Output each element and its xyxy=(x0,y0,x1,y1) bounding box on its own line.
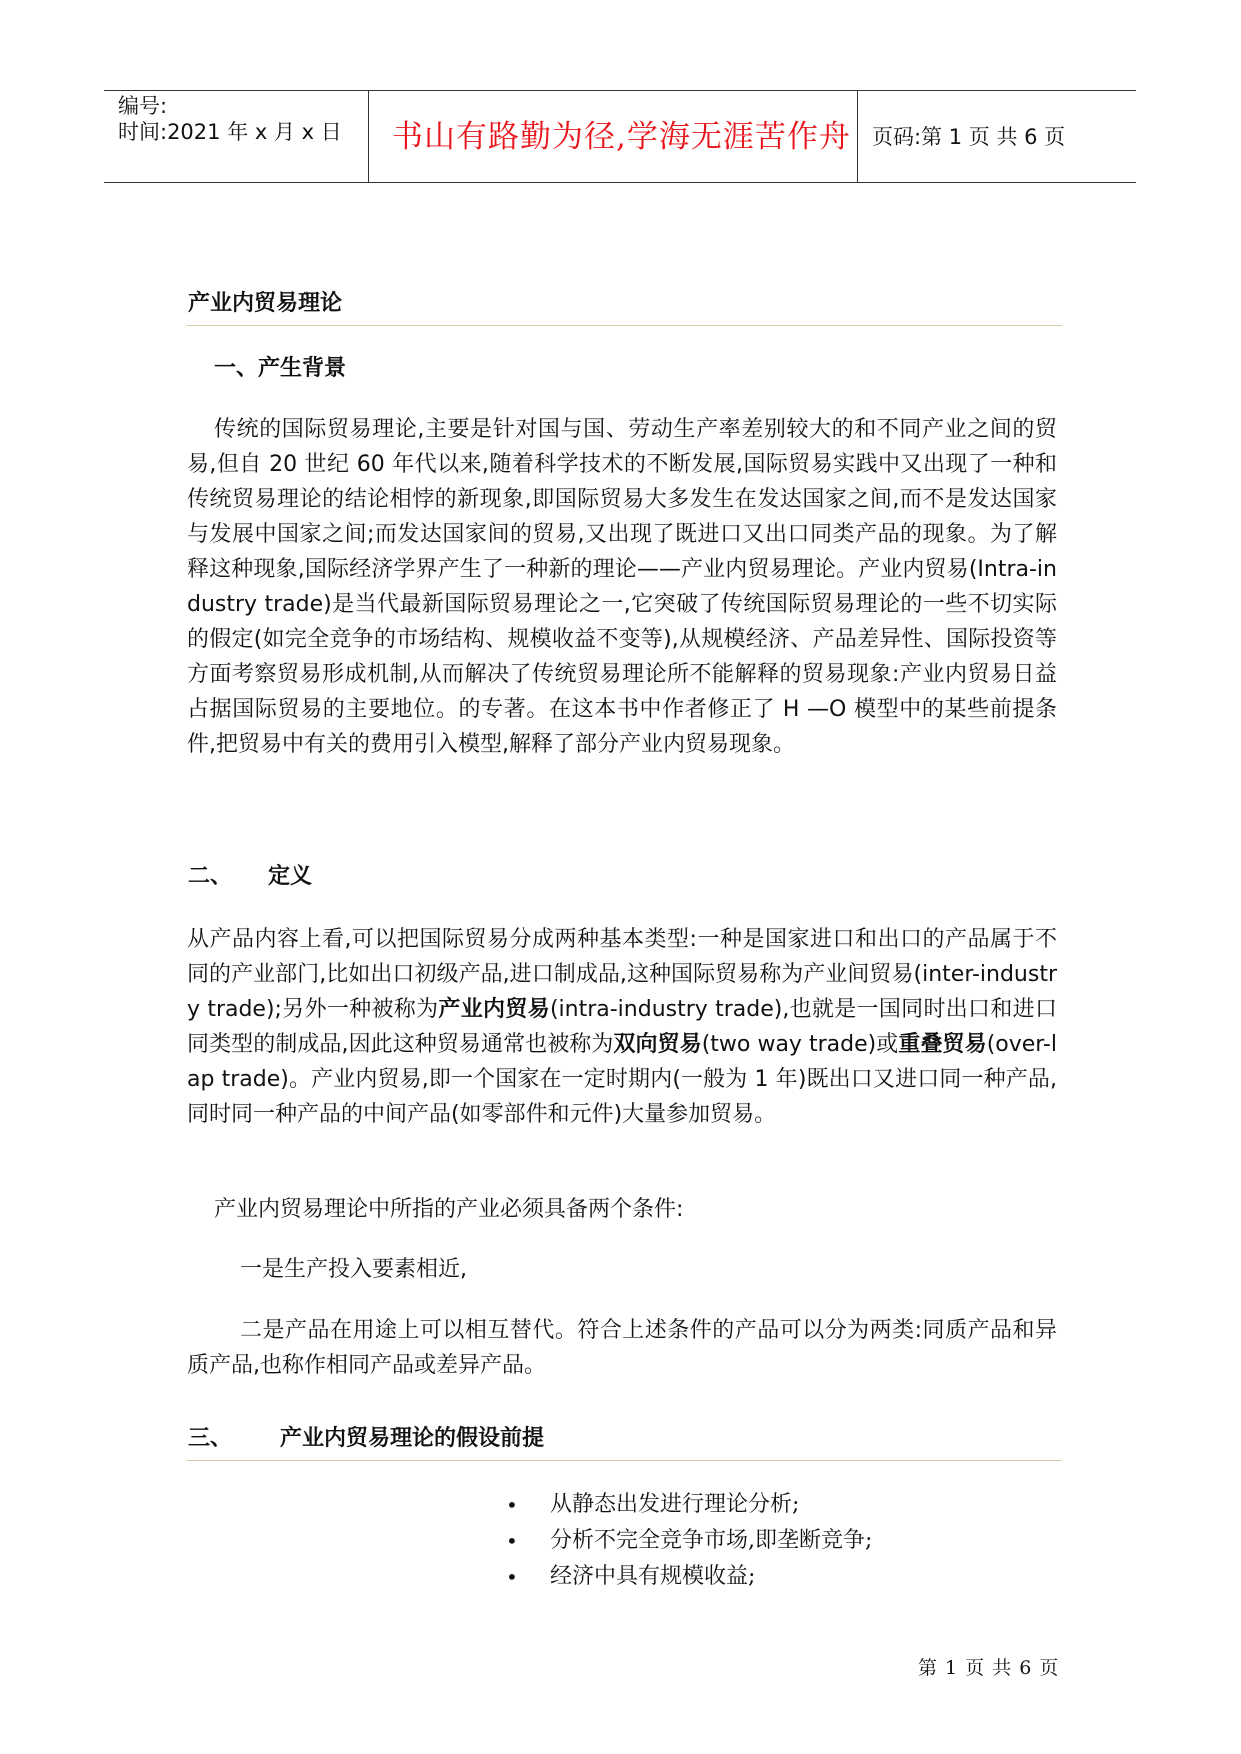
section-1-paragraph: 传统的国际贸易理论,主要是针对国与国、劳动生产率差别较大的和不同产业之间的贸易,但自 20 世纪 60 年代以来,随着科学技术的不断发展,国际贸易实践中又出现了一种和传统贸易理论的结论相悖的新现象,即国际贸易大多发生在发达国家之间,而不是发达国家与发展中国家之间;而发达国家间的贸易,又出现了既进口又出口同类产品的现象。为了解释这种现象,国际经济学界产生了一种新的理论——产业内贸易理论。产业内贸易(Intra-industry trade)是当代最新国际贸易理论之一,它突破了传统国际贸易理论的一些不切实际的假定(如完全竞争的市场结构、规模收益不变等),从规模经济、产品差异性、国际投资等方面考察贸易形成机制,从而解决了传统贸易理论所不能解释的贸易现象:产业内贸易日益占据国际贸易的主要地位。的专著。在这本书中作者修正了 H —O 模型中的某些前提条件,把贸易中有关的费用引入模型,解释了部分产业内贸易现象。 xyxy=(187,417,1057,757)
bullet-icon: • xyxy=(506,1493,518,1517)
time-label: 时间:2021 年 x 月 x 日 xyxy=(118,120,342,144)
term-two-way-trade: 双向贸易 xyxy=(613,1032,702,1057)
header-top-rule xyxy=(104,90,1136,91)
conditions-intro: 产业内贸易理论中所指的产业必须具备两个条件: xyxy=(214,1197,684,1222)
definition-text-3: (two way trade)或 xyxy=(701,1032,899,1057)
section-3-number: 三、 xyxy=(188,1426,233,1451)
assumptions-list xyxy=(506,1487,872,1595)
list-item-text: 分析不完全竞争市场,即垄断竞争; xyxy=(550,1528,873,1553)
list-item-text: 从静态出发进行理论分析; xyxy=(550,1492,800,1517)
definition-paragraph xyxy=(187,922,1057,1132)
section-2-title: 定义 xyxy=(268,864,313,889)
document-title: 产业内贸易理论 xyxy=(188,291,343,316)
definition-text-2: (intra-industry trade),也就是一国同时出口和进口同类型的制成品,因此这种贸易通常也被称为 xyxy=(187,997,1057,1057)
serial-label: 编号: xyxy=(118,94,168,118)
condition-one: 一是生产投入要素相近, xyxy=(240,1257,467,1282)
header-divider-left xyxy=(368,90,369,182)
list-item xyxy=(506,1487,872,1523)
page-footer: 第 1 页 共 6 页 xyxy=(918,1657,1060,1679)
section-2-heading xyxy=(188,862,312,892)
definition-text-1: 从产品内容上看,可以把国际贸易分成两种基本类型:一种是国家进口和出口的产品属于不同的产业部门,比如出口初级产品,进口制成品,这种国际贸易称为产业间贸易(inter-industry trade);另外一种被称为 xyxy=(187,927,1057,1022)
bullet-icon: • xyxy=(506,1565,518,1589)
section-3-heading xyxy=(188,1424,544,1454)
list-item xyxy=(506,1559,872,1595)
list-item xyxy=(506,1523,872,1559)
header-bottom-rule xyxy=(104,182,1136,183)
header-motto: 书山有路勤为径,学海无涯苦作舟 xyxy=(392,119,851,155)
list-item-text: 经济中具有规模收益; xyxy=(550,1564,756,1589)
bullet-icon: • xyxy=(506,1529,518,1553)
section-1-heading: 一、产生背景 xyxy=(214,356,347,381)
section-2-number: 二、 xyxy=(188,864,233,889)
term-intra-industry-trade: 产业内贸易 xyxy=(438,997,550,1022)
term-overlap-trade: 重叠贸易 xyxy=(898,1032,987,1057)
section-3-underline xyxy=(187,1460,1062,1461)
page-info: 页码:第 1 页 共 6 页 xyxy=(872,125,1066,149)
section-3-title: 产业内贸易理论的假设前提 xyxy=(280,1426,545,1451)
condition-two: 二是产品在用途上可以相互替代。符合上述条件的产品可以分为两类:同质产品和异质产品,也称作相同产品或差异产品。 xyxy=(187,1318,1057,1378)
header-divider-right xyxy=(857,90,858,182)
definition-text-4: (over-lap trade)。产业内贸易,即一个国家在一定时期内(一般为 1 年)既出口又进口同一种产品,同时同一种产品的中间产品(如零部件和元件)大量参加贸易。 xyxy=(187,1032,1057,1127)
title-underline xyxy=(187,325,1062,326)
